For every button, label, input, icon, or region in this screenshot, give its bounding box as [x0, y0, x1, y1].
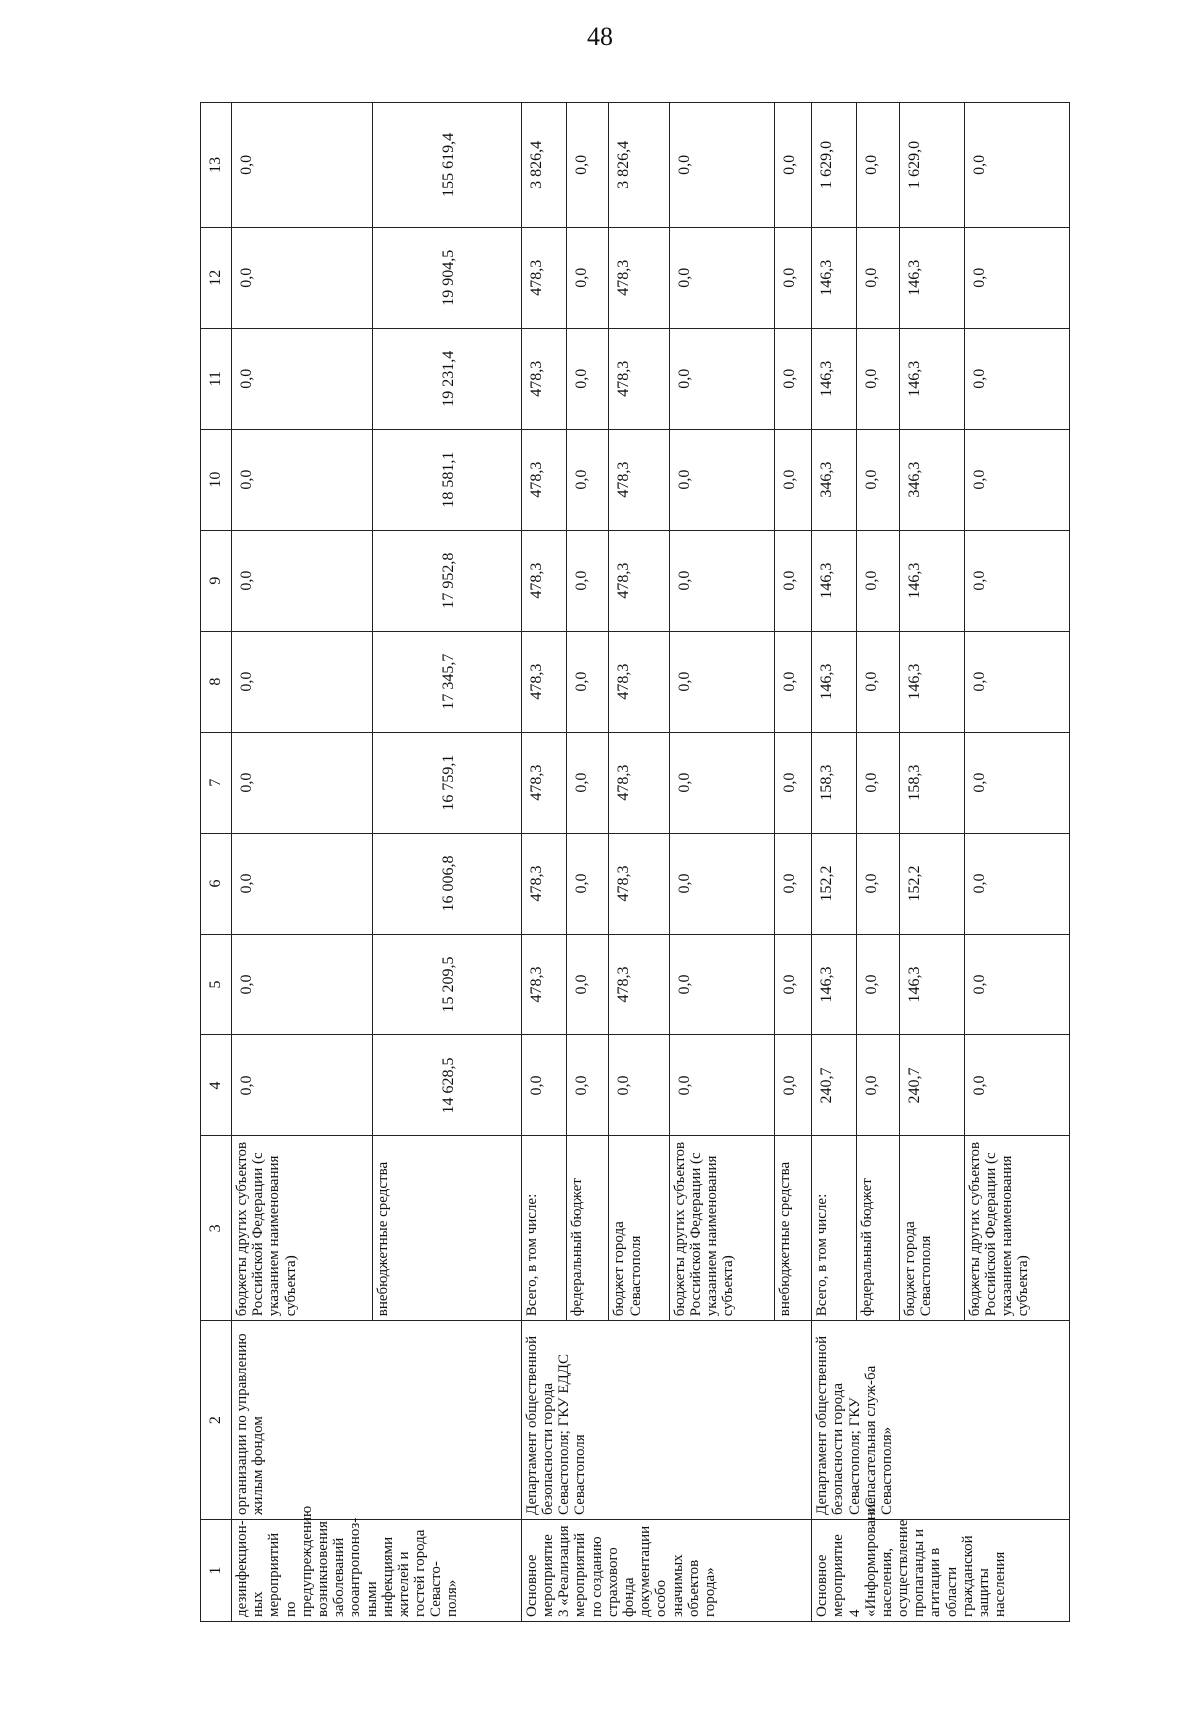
value-cell: 146,3 — [812, 934, 857, 1035]
value-cell: 240,7 — [899, 1035, 964, 1136]
value-cell: 0,0 — [774, 227, 812, 328]
value-cell: 478,3 — [521, 227, 566, 328]
value-cell: 0,0 — [857, 631, 900, 732]
col-header: 1 — [201, 1519, 232, 1621]
value-cell: 0,0 — [609, 1035, 669, 1136]
value-cell: 0,0 — [857, 328, 900, 429]
funding-source-cell: Всего, в том числе: — [812, 1136, 857, 1321]
value-cell: 0,0 — [669, 328, 774, 429]
value-cell: 478,3 — [521, 732, 566, 833]
funding-source-cell: бюджет города Севастополя — [899, 1136, 964, 1321]
value-cell: 478,3 — [521, 631, 566, 732]
value-cell: 478,3 — [609, 530, 669, 631]
value-cell: 0,0 — [964, 227, 1069, 328]
value-cell: 478,3 — [609, 833, 669, 934]
value-cell: 16 006,8 — [372, 833, 521, 934]
value-cell: 0,0 — [521, 1035, 566, 1136]
value-cell: 0,0 — [566, 227, 609, 328]
value-cell: 17 345,7 — [372, 631, 521, 732]
value-cell: 0,0 — [232, 227, 373, 328]
value-cell: 0,0 — [964, 1035, 1069, 1136]
value-cell: 146,3 — [899, 631, 964, 732]
value-cell: 0,0 — [774, 530, 812, 631]
header-row — [201, 103, 232, 1622]
value-cell: 0,0 — [857, 732, 900, 833]
value-cell: 478,3 — [521, 328, 566, 429]
value-cell: 0,0 — [232, 1035, 373, 1136]
col-header: 8 — [201, 631, 232, 732]
col-header: 9 — [201, 530, 232, 631]
value-cell: 240,7 — [812, 1035, 857, 1136]
value-cell: 146,3 — [812, 328, 857, 429]
value-cell: 16 759,1 — [372, 732, 521, 833]
value-cell: 0,0 — [566, 328, 609, 429]
value-cell: 478,3 — [521, 429, 566, 530]
value-cell: 478,3 — [609, 429, 669, 530]
activity-name-cell: дезинфекцион-ных мероприятий по предупреждению возникновения заболеваний зооантропоноз-ными инфекциями жителей и гостей города Севасто-поля» — [232, 1519, 522, 1621]
col-header: 10 — [201, 429, 232, 530]
value-cell: 0,0 — [566, 934, 609, 1035]
col-header: 4 — [201, 1035, 232, 1136]
value-cell: 152,2 — [812, 833, 857, 934]
value-cell: 146,3 — [899, 530, 964, 631]
funding-source-cell: Всего, в том числе: — [521, 1136, 566, 1321]
value-cell: 0,0 — [232, 429, 373, 530]
col-header: 12 — [201, 227, 232, 328]
table-row — [521, 103, 566, 1622]
value-cell: 0,0 — [857, 1035, 900, 1136]
value-cell: 146,3 — [812, 530, 857, 631]
value-cell: 14 628,5 — [372, 1035, 521, 1136]
value-cell: 0,0 — [566, 103, 609, 228]
value-cell: 0,0 — [669, 103, 774, 228]
value-cell: 478,3 — [609, 227, 669, 328]
col-header: 13 — [201, 103, 232, 228]
col-header: 7 — [201, 732, 232, 833]
value-cell: 478,3 — [521, 934, 566, 1035]
value-cell: 0,0 — [232, 732, 373, 833]
value-cell: 0,0 — [857, 103, 900, 228]
value-cell: 0,0 — [964, 934, 1069, 1035]
value-cell: 18 581,1 — [372, 429, 521, 530]
value-cell: 0,0 — [857, 530, 900, 631]
value-cell: 0,0 — [669, 227, 774, 328]
value-cell: 146,3 — [899, 328, 964, 429]
value-cell: 0,0 — [857, 227, 900, 328]
col-header: 11 — [201, 328, 232, 429]
value-cell: 0,0 — [566, 732, 609, 833]
value-cell: 0,0 — [857, 833, 900, 934]
value-cell: 19 904,5 — [372, 227, 521, 328]
value-cell: 0,0 — [964, 103, 1069, 228]
value-cell: 0,0 — [774, 631, 812, 732]
value-cell: 158,3 — [812, 732, 857, 833]
value-cell: 3 826,4 — [609, 103, 669, 228]
col-header: 5 — [201, 934, 232, 1035]
value-cell: 0,0 — [774, 732, 812, 833]
value-cell: 1 629,0 — [812, 103, 857, 228]
value-cell: 0,0 — [669, 732, 774, 833]
funding-source-cell: федеральный бюджет — [566, 1136, 609, 1321]
value-cell: 0,0 — [669, 934, 774, 1035]
budget-table — [200, 102, 1070, 1622]
value-cell: 0,0 — [669, 429, 774, 530]
funding-source-cell: федеральный бюджет — [857, 1136, 900, 1321]
value-cell: 0,0 — [964, 328, 1069, 429]
value-cell: 478,3 — [609, 732, 669, 833]
value-cell: 3 826,4 — [521, 103, 566, 228]
value-cell: 146,3 — [812, 227, 857, 328]
value-cell: 0,0 — [964, 429, 1069, 530]
value-cell: 146,3 — [899, 934, 964, 1035]
funding-source-cell: бюджеты других субъектов Российской Федерации (с указанием наименования субъекта) — [669, 1136, 774, 1321]
value-cell: 0,0 — [964, 833, 1069, 934]
col-header: 2 — [201, 1321, 232, 1520]
value-cell: 152,2 — [899, 833, 964, 934]
value-cell: 19 231,4 — [372, 328, 521, 429]
value-cell: 0,0 — [566, 429, 609, 530]
value-cell: 146,3 — [812, 631, 857, 732]
executor-cell: организации по управлению жилым фондом — [232, 1321, 522, 1520]
value-cell: 0,0 — [857, 429, 900, 530]
value-cell: 0,0 — [857, 934, 900, 1035]
value-cell: 0,0 — [669, 833, 774, 934]
value-cell: 0,0 — [232, 103, 373, 228]
funding-source-cell: внебюджетные средства — [372, 1136, 521, 1321]
value-cell: 146,3 — [899, 227, 964, 328]
page-number: 48 — [587, 22, 613, 51]
table-row — [232, 103, 373, 1622]
value-cell: 155 619,4 — [372, 103, 521, 228]
col-header: 3 — [201, 1136, 232, 1321]
funding-source-cell: бюджет города Севастополя — [609, 1136, 669, 1321]
table-frame — [200, 102, 1070, 1622]
value-cell: 0,0 — [964, 732, 1069, 833]
value-cell: 15 209,5 — [372, 934, 521, 1035]
value-cell: 478,3 — [609, 328, 669, 429]
activity-name-cell: Основное мероприятие 4 «Информирование населения, осуществление пропаганды и агитации в области гражданской защиты населения — [812, 1519, 1070, 1621]
value-cell: 0,0 — [774, 1035, 812, 1136]
value-cell: 478,3 — [609, 934, 669, 1035]
value-cell: 0,0 — [669, 1035, 774, 1136]
value-cell: 0,0 — [232, 328, 373, 429]
value-cell: 0,0 — [232, 934, 373, 1035]
value-cell: 0,0 — [774, 833, 812, 934]
funding-source-cell: бюджеты других субъектов Российской Федерации (с указанием наименования субъекта) — [964, 1136, 1069, 1321]
value-cell: 0,0 — [232, 833, 373, 934]
table-row — [812, 103, 857, 1622]
value-cell: 478,3 — [609, 631, 669, 732]
value-cell: 478,3 — [521, 833, 566, 934]
executor-cell: Департамент общественной безопасности города Севастополя; ГКУ «Спасательная служ-ба Севастополя» — [812, 1321, 1070, 1520]
value-cell: 0,0 — [232, 631, 373, 732]
value-cell: 1 629,0 — [899, 103, 964, 228]
value-cell: 346,3 — [899, 429, 964, 530]
activity-name-cell: Основное мероприятие 3 «Реализация мероприятий по созданию страхового фонда документации особо значимых объектов города» — [521, 1519, 811, 1621]
executor-cell: Департамент общественной безопасности города Севастополя; ГКУ ЕДДС Севастополя — [521, 1321, 811, 1520]
value-cell: 0,0 — [566, 833, 609, 934]
value-cell: 0,0 — [774, 328, 812, 429]
value-cell: 0,0 — [566, 631, 609, 732]
value-cell: 0,0 — [964, 530, 1069, 631]
value-cell: 0,0 — [774, 429, 812, 530]
value-cell: 346,3 — [812, 429, 857, 530]
value-cell: 0,0 — [774, 103, 812, 228]
value-cell: 0,0 — [566, 530, 609, 631]
value-cell: 0,0 — [669, 530, 774, 631]
value-cell: 0,0 — [669, 631, 774, 732]
funding-source-cell: внебюджетные средства — [774, 1136, 812, 1321]
funding-source-cell: бюджеты других субъектов Российской Федерации (с указанием наименования субъекта) — [232, 1136, 373, 1321]
value-cell: 478,3 — [521, 530, 566, 631]
value-cell: 0,0 — [232, 530, 373, 631]
value-cell: 0,0 — [964, 631, 1069, 732]
value-cell: 0,0 — [566, 1035, 609, 1136]
value-cell: 0,0 — [774, 934, 812, 1035]
col-header: 6 — [201, 833, 232, 934]
value-cell: 158,3 — [899, 732, 964, 833]
value-cell: 17 952,8 — [372, 530, 521, 631]
